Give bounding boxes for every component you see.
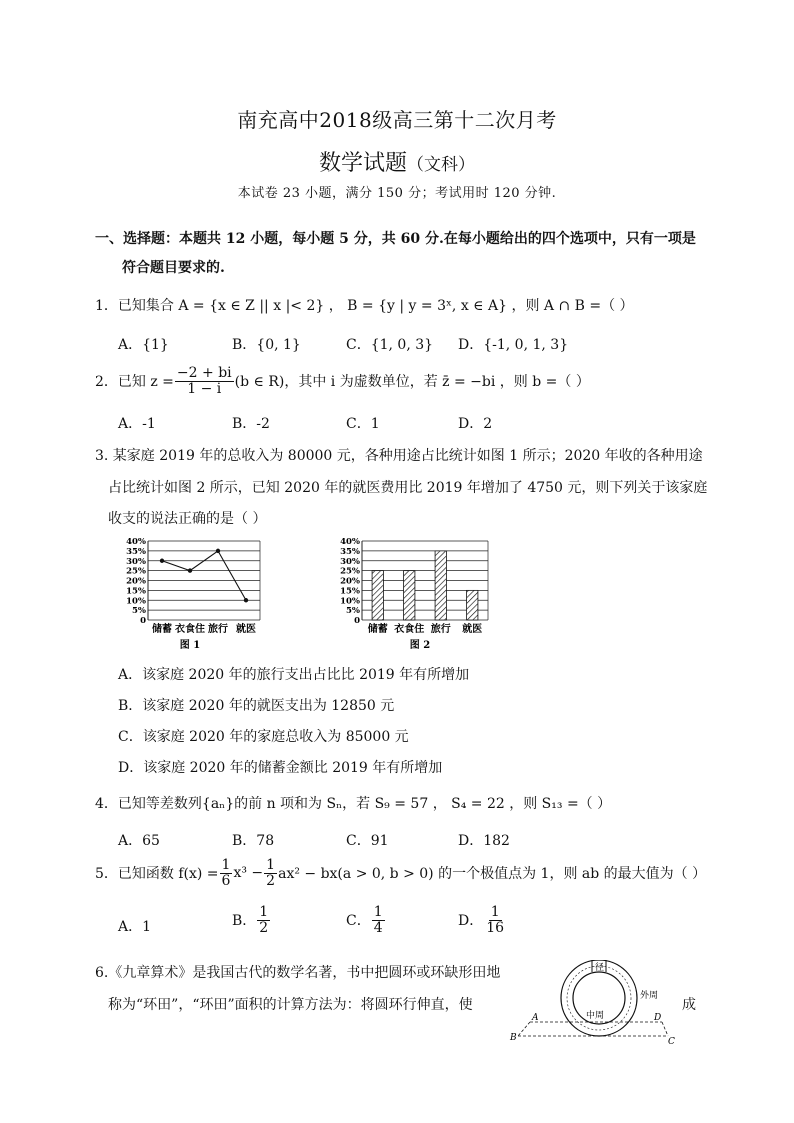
subtitle-main: 数学试题	[318, 151, 407, 176]
c1-y-tick-label: 0	[140, 616, 146, 626]
q2-option-c: C．1	[346, 416, 380, 432]
q2-option-b: B．-2	[232, 416, 270, 432]
q5-option-b-frac	[257, 905, 270, 935]
q6-line2: 称为“环田”，“环田”面积的计算方法为：将圆环行伸直，使	[108, 997, 473, 1013]
q3-line3: 收支的说法正确的是（ ）	[108, 511, 267, 527]
c2-y-tick-label: 5%	[346, 606, 360, 617]
c1-series-line	[162, 551, 246, 600]
q5-frac-2	[264, 858, 277, 888]
c2-y-tick-label: 15%	[340, 586, 360, 597]
q5-option-c-frac	[372, 905, 385, 935]
c1-x-tick-label: 衣食住	[175, 624, 205, 635]
q3-line2: 占比统计如图 2 所示，已知 2020 年的就医费用比 2019 年增加了 4750 元，则下列关于该家庭	[108, 480, 708, 496]
q5-frac-1	[220, 858, 233, 888]
subtitle-paren: （文科）	[407, 155, 475, 175]
label-d: D	[654, 1013, 662, 1023]
c1-y-tick-label: 10%	[126, 596, 146, 607]
section1-line1: 一、选择题：本题共 12 小题，每小题 5 分，共 60 分.在每小题给出的四个选项中，只有一项是	[95, 231, 696, 247]
q5-option-d-label: D．	[458, 913, 484, 930]
c1-y-tick-label: 5%	[132, 606, 146, 617]
line-ab	[518, 1022, 530, 1036]
c2-bar	[372, 571, 383, 620]
q5-option-d-num: 1	[490, 904, 500, 920]
exam-title: 南充高中2018级高三第十二次月考	[237, 108, 557, 132]
c1-x-tick-label: 储蓄	[152, 624, 172, 635]
c1-data-point	[216, 549, 220, 553]
q1-text: 1．已知集合 A = {x ∈ Z || x |< 2} ， B = {y | y = 3ˣ, x ∈ A} ，则 A ∩ B =（ ）	[95, 298, 634, 314]
q2-frac-den: 1 − i	[187, 380, 222, 397]
q5-option-a-label: A．	[118, 919, 143, 935]
q2-option-d: D．2	[458, 416, 493, 432]
q3-option-b: B．该家庭 2020 年的就医支出为 12850 元	[118, 698, 395, 714]
q2-suffix: (b ∈ R)，其中 i 为虚数单位，若 z̄ = −bi ，则 b =（ ）	[234, 374, 590, 391]
q5-option-b	[232, 905, 271, 935]
c2-bar	[467, 590, 478, 620]
c1-data-point	[160, 559, 164, 563]
q1-option-d: D．{-1, 0, 1, 3}	[458, 337, 569, 353]
chart2-title: 图 2	[409, 640, 431, 651]
c1-x-tick-label: 就医	[236, 624, 256, 635]
c2-x-tick-label: 旅行	[430, 624, 451, 635]
c1-y-tick-label: 20%	[126, 576, 146, 587]
q1-option-a: A．{1}	[118, 337, 169, 353]
q5-prefix: 5．已知函数 f(x) =	[95, 866, 219, 883]
label-jing: 径	[595, 963, 605, 973]
label-waizhou: 外周	[640, 991, 659, 1001]
q5-frac2-num: 1	[266, 857, 276, 873]
q5-option-d-frac	[484, 905, 506, 935]
q5-mid: x³ −	[233, 865, 264, 882]
q2-text	[95, 366, 590, 396]
q5-text	[95, 858, 706, 888]
chart-figure-2	[330, 536, 500, 652]
chart-figure-1	[110, 536, 290, 652]
c2-y-tick-label: 0	[354, 616, 360, 626]
label-zhongzhou: 中周	[586, 1011, 605, 1021]
c1-y-tick-label: 35%	[126, 546, 146, 557]
q3-option-a: A．该家庭 2020 年的旅行支出占比比 2019 年有所增加	[118, 667, 470, 683]
exam-subtitle	[0, 146, 794, 177]
c2-y-tick-label: 30%	[340, 556, 360, 567]
q4-text: 4．已知等差数列{aₙ}的前 n 项和为 Sₙ，若 S₉ = 57 ， S₄ = 22 ，则 S₁₃ =（ ）	[95, 796, 612, 812]
label-a: A	[532, 1013, 539, 1023]
q4-option-d: D．182	[458, 833, 510, 849]
q5-option-c-num: 1	[373, 904, 383, 920]
c2-y-tick-label: 10%	[340, 596, 360, 607]
c2-y-tick-label: 25%	[340, 566, 360, 577]
q5-option-a-value: 1	[142, 919, 152, 935]
q5-frac2-den: 2	[266, 872, 276, 889]
q5-option-a	[118, 916, 151, 936]
section1-line2: 符合题目要求的.	[122, 260, 225, 276]
q5-option-d	[458, 905, 507, 935]
q3-option-c: C．该家庭 2020 年的家庭总收入为 85000 元	[118, 729, 409, 745]
q5-option-c-label: C．	[346, 913, 371, 930]
q3-line1: 3. 某家庭 2019 年的总收入为 80000 元，各种用途占比统计如图 1 所示；2020 年收的各种用途	[95, 448, 703, 464]
q5-option-d-den: 16	[486, 919, 505, 936]
q6-line1: 6.《九章算术》是我国古代的数学名著，书中把圆环或环缺形田地	[95, 965, 501, 981]
q2-prefix: 2．已知 z =	[95, 374, 174, 391]
c2-y-tick-label: 35%	[340, 546, 360, 557]
q5-option-b-label: B．	[232, 913, 257, 930]
chart1-title: 图 1	[179, 640, 201, 651]
c1-y-tick-label: 15%	[126, 586, 146, 597]
c1-y-tick-label: 30%	[126, 556, 146, 567]
c2-y-tick-label: 40%	[340, 537, 360, 547]
c2-y-tick-label: 20%	[340, 576, 360, 587]
q5-option-b-num: 1	[259, 904, 269, 920]
q5-option-c	[346, 905, 386, 935]
q2-frac-num: −2 + bi	[176, 365, 232, 381]
q4-option-a: A．65	[118, 833, 160, 849]
q4-option-c: C．91	[346, 833, 389, 849]
c2-x-tick-label: 就医	[462, 624, 483, 635]
q5-frac1-num: 1	[221, 857, 231, 873]
q6-line2-end: 成	[682, 997, 696, 1013]
c2-bar	[435, 551, 446, 620]
q5-frac1-den: 6	[221, 872, 231, 889]
label-b: B	[510, 1033, 517, 1043]
c1-y-tick-label: 25%	[126, 566, 146, 577]
q1-option-b: B．{0, 1}	[232, 337, 301, 353]
q4-option-b: B．78	[232, 833, 275, 849]
line-dc	[662, 1022, 668, 1036]
q2-fraction	[175, 366, 234, 396]
exam-note: 本试卷 23 小题，满分 150 分；考试用时 120 分钟.	[237, 186, 557, 201]
c1-x-tick-label: 旅行	[208, 624, 228, 635]
c2-bar	[404, 571, 415, 620]
c2-x-tick-label: 衣食住	[394, 624, 425, 635]
c1-y-tick-label: 40%	[126, 537, 146, 547]
q5-option-c-den: 4	[373, 919, 383, 936]
label-c: C	[668, 1037, 675, 1045]
q5-option-b-den: 2	[259, 919, 269, 936]
q1-option-c: C．{1, 0, 3}	[346, 337, 434, 353]
q5-suffix: ax² − bx(a > 0, b > 0) 的一个极值点为 1，则 ab 的最大值为（ ）	[278, 866, 707, 883]
c1-data-point	[188, 568, 192, 572]
q2-option-a: A．-1	[118, 416, 156, 432]
q3-option-d: D．该家庭 2020 年的储蓄金额比 2019 年有所增加	[118, 760, 443, 776]
c2-x-tick-label: 储蓄	[367, 624, 388, 635]
ring-field-diagram	[508, 960, 678, 1045]
c1-data-point	[244, 598, 248, 602]
